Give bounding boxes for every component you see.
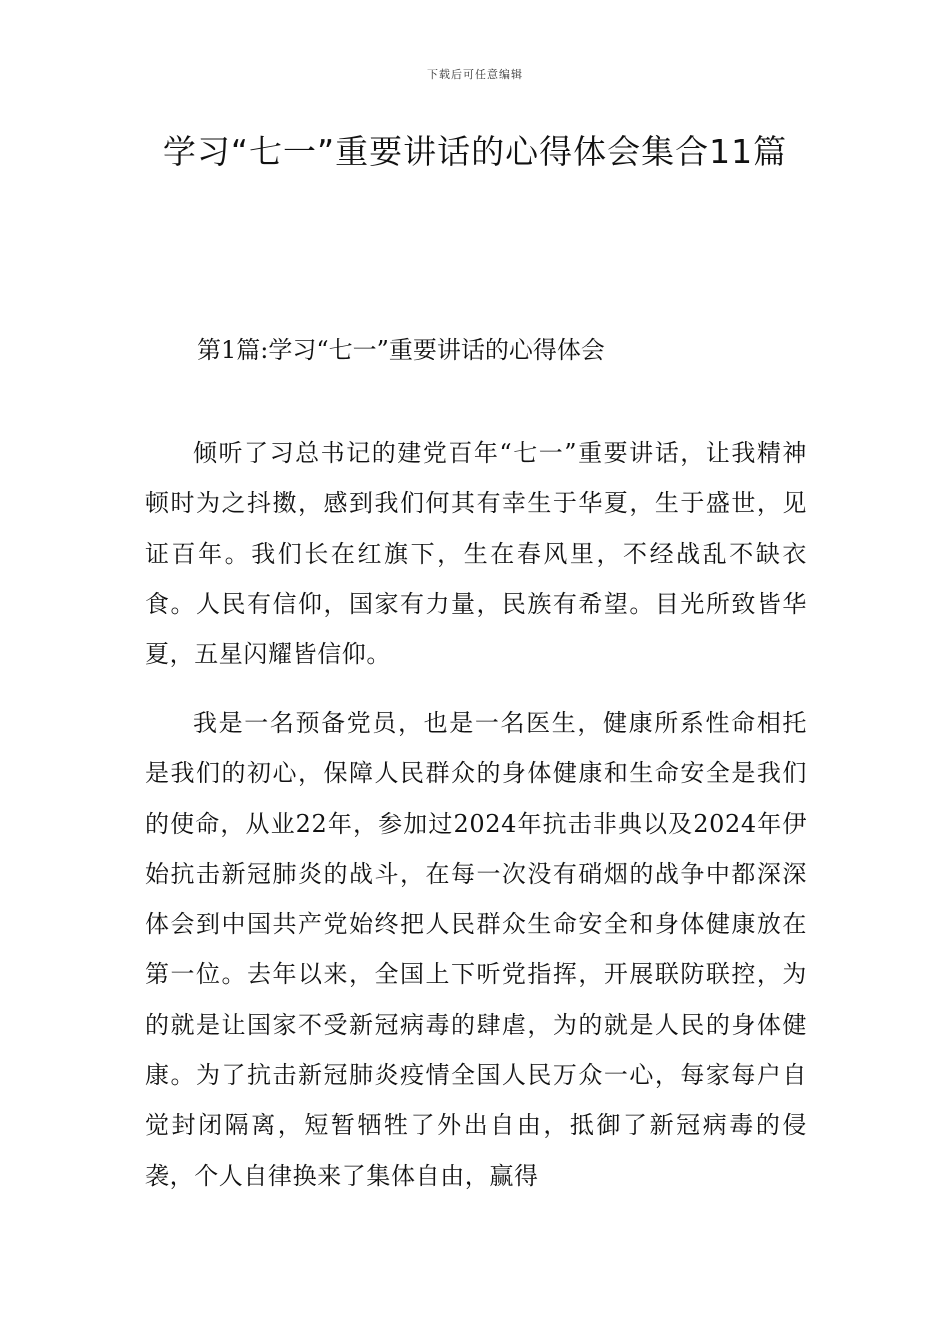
header-note: 下载后可任意编辑	[427, 68, 523, 81]
document-title: 学习“七一”重要讲话的心得体会集合11篇	[162, 132, 788, 171]
section-heading: 第1篇:学习“七一”重要讲话的心得体会	[197, 336, 605, 364]
paragraph-2: 我是一名预备党员，也是一名医生，健康所系性命相托是我们的初心，保障人民群众的身体健康和生命安全是我们的使命，从业22年，参加过2024年抗击非典以及2024年伊始抗击新冠肺炎的战斗，在每一次没有硝烟的战争中都深深体会到中国共产党始终把人民群众生命安全和身体健康放在第一位。去年以来，全国上下听党指挥，开展联防联控，为的就是让国家不受新冠病毒的肆虐，为的就是人民的身体健康。为了抗击新冠肺炎疫情全国人民万众一心，每家每户自觉封闭隔离，短暂牺牲了外出自由，抵御了新冠病毒的侵袭，个人自律换来了集体自由，赢得	[145, 709, 807, 1190]
paragraph-1: 倾听了习总书记的建党百年“七一”重要讲话，让我精神顿时为之抖擞，感到我们何其有幸生于华夏，生于盛世，见证百年。我们长在红旗下，生在春风里，不经战乱不缺衣食。人民有信仰，国家有力量，民族有希望。目光所致皆华夏，五星闪耀皆信仰。	[145, 439, 807, 669]
